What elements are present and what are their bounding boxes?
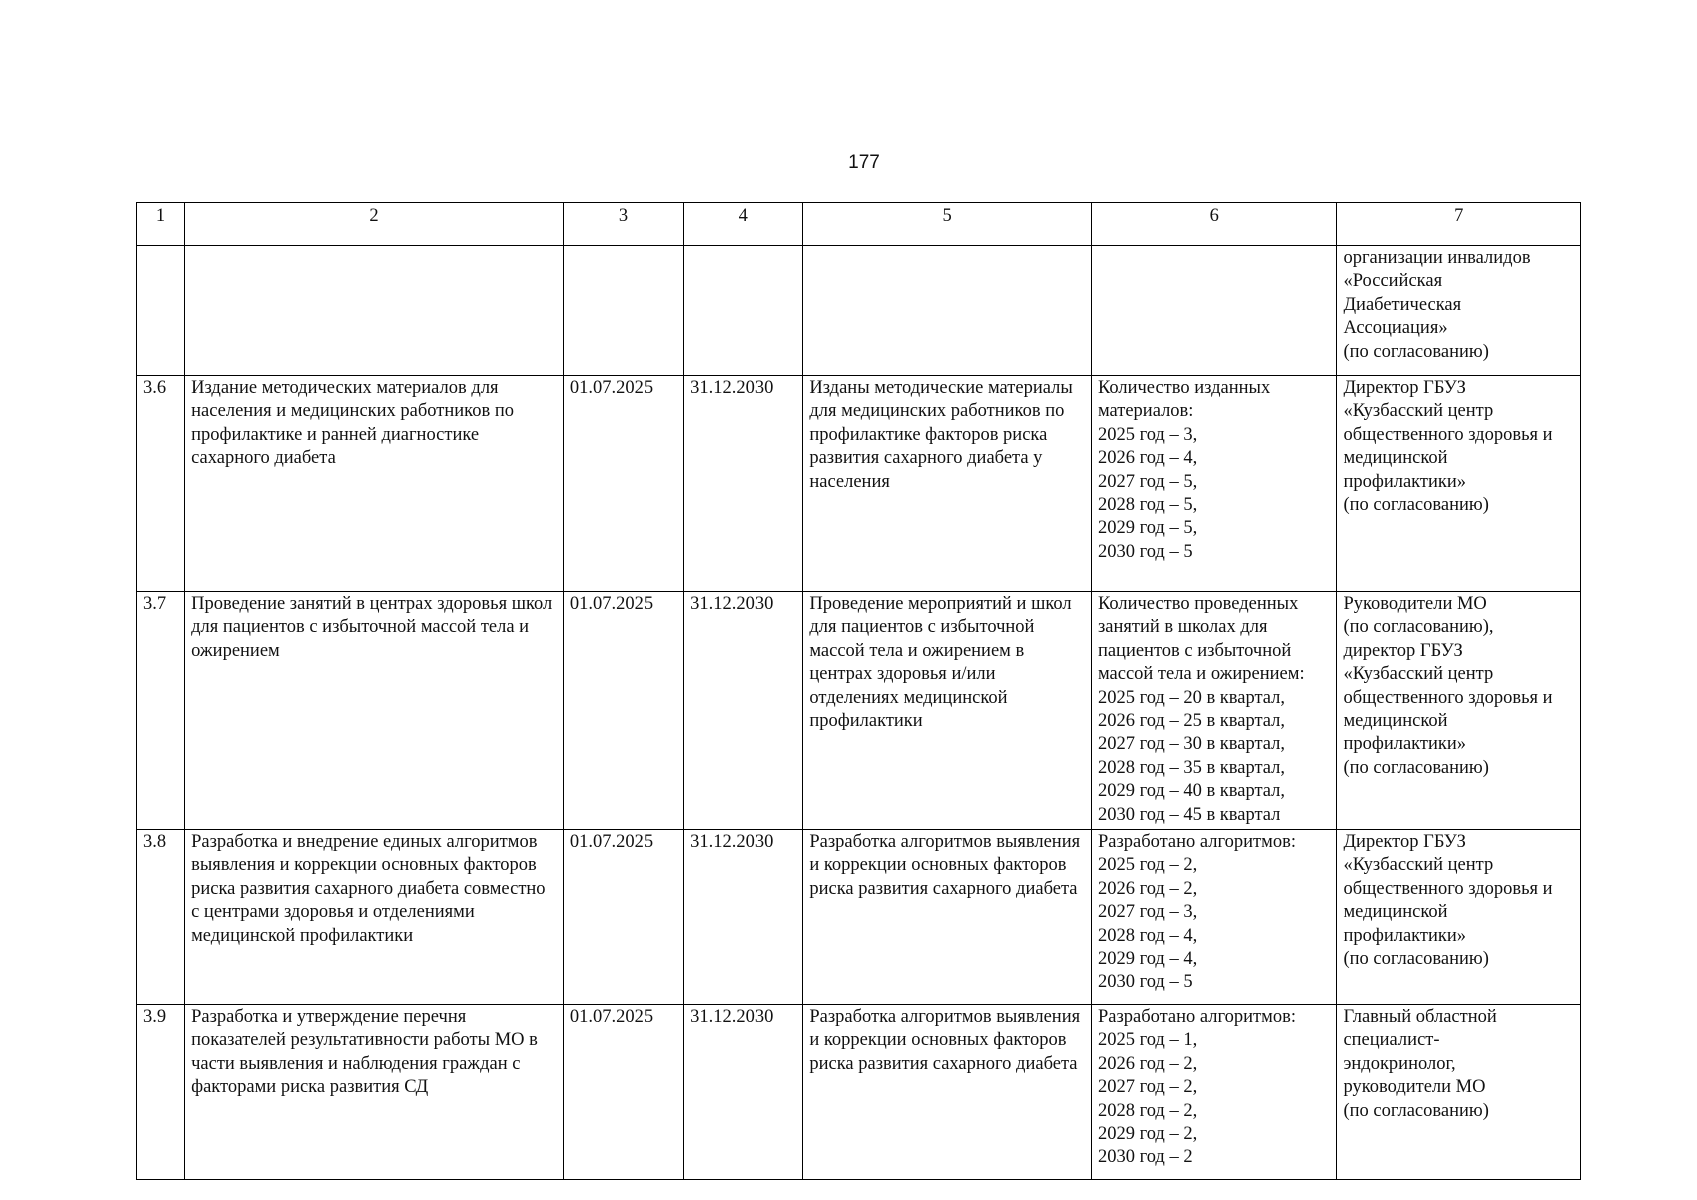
- indicator-cell-line: 2025 год – 3,: [1097, 424, 1198, 445]
- indicator-cell-line: 2030 год – 2: [1097, 1147, 1193, 1168]
- indicator-cell-line: 2028 год – 5,: [1097, 495, 1198, 516]
- responsible-cell-line: организации инвалидов: [1343, 248, 1531, 268]
- responsible-cell-line: Директор ГБУЗ: [1343, 378, 1466, 398]
- end-date-cell: [684, 246, 803, 376]
- activity-name-cell: [185, 376, 564, 592]
- item-number-cell: [137, 246, 185, 376]
- indicator-cell-line: 2027 год – 3,: [1097, 902, 1198, 923]
- indicator-cell-line: 2027 год – 30 в квартал,: [1097, 734, 1286, 755]
- expected-result-cell-text: Изданы методические материалы для медицинских работников по профилактике факторов риска развития сахарного диабета у населения: [809, 378, 1073, 492]
- responsible-cell-line: (по согласованию),: [1343, 617, 1494, 638]
- column-header: 2: [185, 203, 564, 246]
- item-number-cell-text: 3.6: [143, 378, 167, 398]
- expected-result-cell-text: Проведение мероприятий и школ для пациентов с избыточной массой тела и ожирением в центрах здоровья и/или отделениях медицинской профилактики: [809, 594, 1072, 732]
- expected-result-cell: [803, 376, 1092, 592]
- start-date-cell: [563, 592, 683, 830]
- start-date-cell-text: 01.07.2025: [569, 832, 654, 852]
- responsible-cell-line: медицинской: [1343, 711, 1448, 732]
- table-row: [137, 830, 1581, 1005]
- activity-name-cell: [185, 1005, 564, 1180]
- end-date-cell: [684, 592, 803, 830]
- activity-name-cell: [185, 592, 564, 830]
- indicator-cell: [1091, 1005, 1337, 1180]
- responsible-cell-line: Главный областной: [1343, 1007, 1497, 1027]
- responsible-cell-line: директор ГБУЗ: [1343, 640, 1463, 661]
- responsible-cell-line: профилактики»: [1343, 925, 1467, 946]
- item-number-cell: [137, 830, 185, 1005]
- end-date-cell: [684, 376, 803, 592]
- end-date-cell-text: 31.12.2030: [690, 594, 774, 614]
- activity-name-cell: [185, 246, 564, 376]
- table-row: [137, 376, 1581, 592]
- column-number-row: [137, 203, 1581, 246]
- column-header: 4: [684, 203, 803, 246]
- expected-result-cell: [803, 830, 1092, 1005]
- responsible-cell-line: специалист-: [1343, 1030, 1440, 1051]
- responsible-cell-line: (по согласованию): [1343, 341, 1489, 362]
- indicator-cell-line: 2026 год – 25 в квартал,: [1097, 711, 1286, 732]
- responsible-cell-line: Ассоциация»: [1343, 318, 1448, 339]
- activity-name-cell-text: Проведение занятий в центрах здоровья школ для пациентов с избыточной массой тела и ожирением: [191, 594, 553, 661]
- end-date-cell: [684, 830, 803, 1005]
- responsible-cell-line: эндокринолог,: [1343, 1053, 1456, 1074]
- responsible-cell-line: Директор ГБУЗ: [1343, 832, 1466, 852]
- activity-name-cell-text: Разработка и утверждение перечня показателей результативности работы МО в части выявления и наблюдения граждан с факторами риска развития СД: [191, 1007, 538, 1098]
- responsible-cell-line: «Кузбасский центр: [1343, 664, 1494, 685]
- indicator-cell-line: Количество проведенных: [1097, 594, 1299, 614]
- indicator-cell-line: 2030 год – 5: [1097, 541, 1193, 562]
- indicator-cell-line: Разработано алгоритмов:: [1097, 832, 1296, 852]
- table-row: [137, 1005, 1581, 1180]
- expected-result-cell-text: Разработка алгоритмов выявления и коррекции основных факторов риска развития сахарного диабета: [809, 832, 1081, 899]
- indicator-cell-line: 2030 год – 5: [1097, 972, 1193, 993]
- activity-name-cell-text: Издание методических материалов для населения и медицинских работников по профилактике и ранней диагностике сахарного диабета: [191, 378, 514, 469]
- indicator-cell-line: 2029 год – 4,: [1097, 949, 1198, 970]
- end-date-cell-text: 31.12.2030: [690, 832, 774, 852]
- table-row: [137, 592, 1581, 830]
- responsible-cell-line: Диабетическая: [1343, 294, 1462, 315]
- column-header: 3: [563, 203, 683, 246]
- responsible-cell: [1337, 246, 1581, 376]
- indicator-cell-line: массой тела и ожирением:: [1097, 664, 1305, 685]
- responsible-cell-line: (по согласованию): [1343, 1100, 1489, 1121]
- indicator-cell-line: занятий в школах для: [1097, 617, 1268, 638]
- start-date-cell: [563, 376, 683, 592]
- end-date-cell-text: 31.12.2030: [690, 1007, 774, 1027]
- indicator-cell-line: Количество изданных: [1097, 378, 1271, 398]
- indicator-cell: [1091, 830, 1337, 1005]
- item-number-cell-text: 3.9: [143, 1007, 167, 1027]
- responsible-cell-line: общественного здоровья и: [1343, 424, 1553, 445]
- column-header: 1: [137, 203, 185, 246]
- responsible-cell-line: общественного здоровья и: [1343, 878, 1553, 899]
- indicator-cell: [1091, 246, 1337, 376]
- responsible-cell: [1337, 1005, 1581, 1180]
- item-number-cell: [137, 592, 185, 830]
- indicator-cell-line: материалов:: [1097, 401, 1194, 422]
- indicator-cell-line: пациентов с избыточной: [1097, 640, 1292, 661]
- indicator-cell-line: 2026 год – 4,: [1097, 448, 1198, 469]
- activity-name-cell-text: Разработка и внедрение единых алгоритмов выявления и коррекции основных факторов риска развития сахарного диабета совместно с центрами здоровья и отделениями медицинской профилактики: [191, 832, 546, 946]
- page-number: 177: [848, 152, 880, 173]
- indicator-cell-line: 2027 год – 5,: [1097, 471, 1198, 492]
- responsible-cell: [1337, 830, 1581, 1005]
- item-number-cell: [137, 1005, 185, 1180]
- start-date-cell-text: 01.07.2025: [569, 594, 654, 614]
- indicator-cell-line: 2025 год – 1,: [1097, 1030, 1198, 1051]
- indicator-cell-line: 2025 год – 20 в квартал,: [1097, 687, 1286, 708]
- responsible-cell-line: профилактики»: [1343, 734, 1467, 755]
- table-row: [137, 246, 1581, 376]
- indicator-cell-line: 2028 год – 4,: [1097, 925, 1198, 946]
- indicator-cell-line: Разработано алгоритмов:: [1097, 1007, 1296, 1027]
- end-date-cell-text: 31.12.2030: [690, 378, 774, 398]
- responsible-cell-line: Руководители МО: [1343, 594, 1487, 614]
- column-header: 5: [803, 203, 1092, 246]
- item-number-cell-text: 3.7: [143, 594, 167, 614]
- expected-result-cell: [803, 246, 1092, 376]
- start-date-cell-text: 01.07.2025: [569, 378, 654, 398]
- responsible-cell-line: медицинской: [1343, 902, 1448, 923]
- start-date-cell: [563, 830, 683, 1005]
- responsible-cell-line: медицинской: [1343, 448, 1448, 469]
- responsible-cell-line: профилактики»: [1343, 471, 1467, 492]
- indicator-cell-line: 2029 год – 2,: [1097, 1124, 1198, 1145]
- indicator-cell-line: 2025 год – 2,: [1097, 855, 1198, 876]
- responsible-cell-line: «Кузбасский центр: [1343, 401, 1494, 422]
- start-date-cell: [563, 246, 683, 376]
- expected-result-cell: [803, 592, 1092, 830]
- indicator-cell-line: 2028 год – 2,: [1097, 1100, 1198, 1121]
- indicator-cell-line: 2027 год – 2,: [1097, 1077, 1198, 1098]
- responsible-cell-line: «Российская: [1343, 271, 1443, 292]
- responsible-cell-line: общественного здоровья и: [1343, 687, 1553, 708]
- responsible-cell-line: руководители МО: [1343, 1077, 1486, 1098]
- item-number-cell: [137, 376, 185, 592]
- indicator-cell-line: 2029 год – 5,: [1097, 518, 1198, 539]
- end-date-cell: [684, 1005, 803, 1180]
- responsible-cell: [1337, 376, 1581, 592]
- indicator-cell-line: 2030 год – 45 в квартал: [1097, 804, 1281, 825]
- responsible-cell-line: (по согласованию): [1343, 495, 1489, 516]
- start-date-cell-text: 01.07.2025: [569, 1007, 654, 1027]
- indicator-cell-line: 2029 год – 40 в квартал,: [1097, 781, 1286, 802]
- indicator-cell-line: 2028 год – 35 в квартал,: [1097, 757, 1286, 778]
- plan-table: [136, 202, 1581, 1180]
- activity-name-cell: [185, 830, 564, 1005]
- indicator-cell-line: 2026 год – 2,: [1097, 1053, 1198, 1074]
- indicator-cell-line: 2026 год – 2,: [1097, 878, 1198, 899]
- indicator-cell: [1091, 376, 1337, 592]
- responsible-cell: [1337, 592, 1581, 830]
- expected-result-cell-text: Разработка алгоритмов выявления и коррекции основных факторов риска развития сахарного диабета: [809, 1007, 1081, 1074]
- responsible-cell-line: «Кузбасский центр: [1343, 855, 1494, 876]
- item-number-cell-text: 3.8: [143, 832, 167, 852]
- column-header: 7: [1337, 203, 1581, 246]
- responsible-cell-line: (по согласованию): [1343, 757, 1489, 778]
- column-header: 6: [1091, 203, 1337, 246]
- indicator-cell: [1091, 592, 1337, 830]
- responsible-cell-line: (по согласованию): [1343, 949, 1489, 970]
- expected-result-cell: [803, 1005, 1092, 1180]
- start-date-cell: [563, 1005, 683, 1180]
